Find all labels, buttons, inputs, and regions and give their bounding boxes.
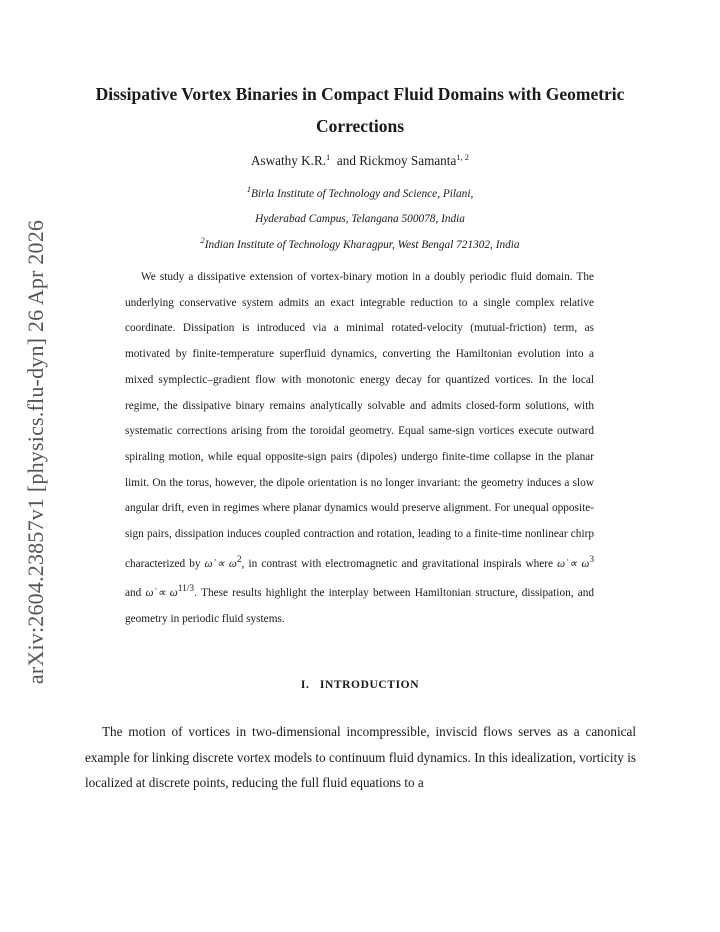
- abstract: [125, 265, 594, 632]
- affiliation-1: [90, 185, 630, 203]
- abstract-text: We study a dissipative extension of vortex-binary motion in a doubly periodic fluid domain. The underlying conservative system admits an exact integrable reduction to a single complex relative coordinate. Dissipation is introduced via a minimal rotated-velocity (mutual-friction) term, as motivated by finite-temperature superfluid dynamics, converting the Hamiltonian evolution into a mixed symplectic–gradient flow with monotonic energy decay for quantized vortices. In the local regime, the dissipative binary remains analytically solvable and admits closed-form solutions, with systematic corrections arising from the toroidal geometry. Equal same-sign vortices execute outward spiraling motion, while equal opposite-sign pairs (dipoles) undergo finite-time collapse in the planar limit. On the torus, however, the dipole orientation is no longer invariant: the geometry induces a slow angular drift, even in regimes where planar dynamics would preserve alignment. For unequal opposite-sign pairs, dissipation induces coupled contraction and rotation, leading to a finite-time nonlinear chirp characterized by: [125, 271, 594, 570]
- paper-title: Dissipative Vortex Binaries in Compact Fluid Domains with Geometric Corrections: [95, 84, 625, 136]
- affiliation-2: [90, 236, 630, 254]
- affiliation-1-address: Hyderabad Campus, Telangana 500078, India: [255, 213, 465, 225]
- math-exponent: 3: [589, 554, 595, 565]
- abstract-text: , in contrast with electromagnetic and gravitational inspirals where: [241, 557, 558, 570]
- math-expression: ω̇ ∝ ω: [145, 586, 178, 599]
- intro-paragraph: The motion of vortices in two-dimensional incompressible, inviscid flows serves as a canonical example for linking discrete vortex models to continuum fluid dynamics. In this idealization, vorticity is localized at discrete points, reducing the full fluid equations to a: [85, 724, 636, 791]
- abstract-text: and: [125, 586, 146, 599]
- section-heading: [90, 679, 630, 691]
- affiliation-marker: 2: [200, 235, 205, 245]
- section-title: INTRODUCTION: [319, 679, 420, 691]
- author-name: Rickmoy Samanta: [359, 153, 457, 168]
- author-affiliation-marker: 1, 2: [456, 152, 470, 162]
- math-em-law: [557, 554, 595, 570]
- affiliation-marker: 1: [246, 184, 251, 194]
- math-exponent: 11/3: [177, 584, 195, 595]
- math-expression: ω̇ ∝ ω: [557, 557, 590, 570]
- affiliation-text: Birla Institute of Technology and Science, Pilani,: [250, 188, 474, 200]
- arxiv-identifier[interactable]: arXiv:2604.23857v1 [physics.flu-dyn] 26 Apr 2026: [23, 219, 48, 685]
- math-gw-law: [145, 584, 195, 599]
- author-conjunction: and: [336, 153, 356, 168]
- math-expression: ω̇ ∝ ω: [204, 557, 237, 570]
- author-list: [90, 151, 630, 171]
- math-chirp-law: [204, 554, 242, 570]
- affiliation-text: Indian Institute of Technology Kharagpur, West Bengal 721302, India: [204, 239, 520, 251]
- author-affiliation-marker: 1: [326, 152, 331, 162]
- math-exponent: 2: [236, 554, 242, 565]
- section-number: I.: [300, 679, 310, 691]
- abstract-text: . These results highlight the interplay between Hamiltonian structure, dissipation, and geometry in periodic fluid systems.: [125, 586, 595, 625]
- author-name: Aswathy K.R.: [250, 153, 327, 168]
